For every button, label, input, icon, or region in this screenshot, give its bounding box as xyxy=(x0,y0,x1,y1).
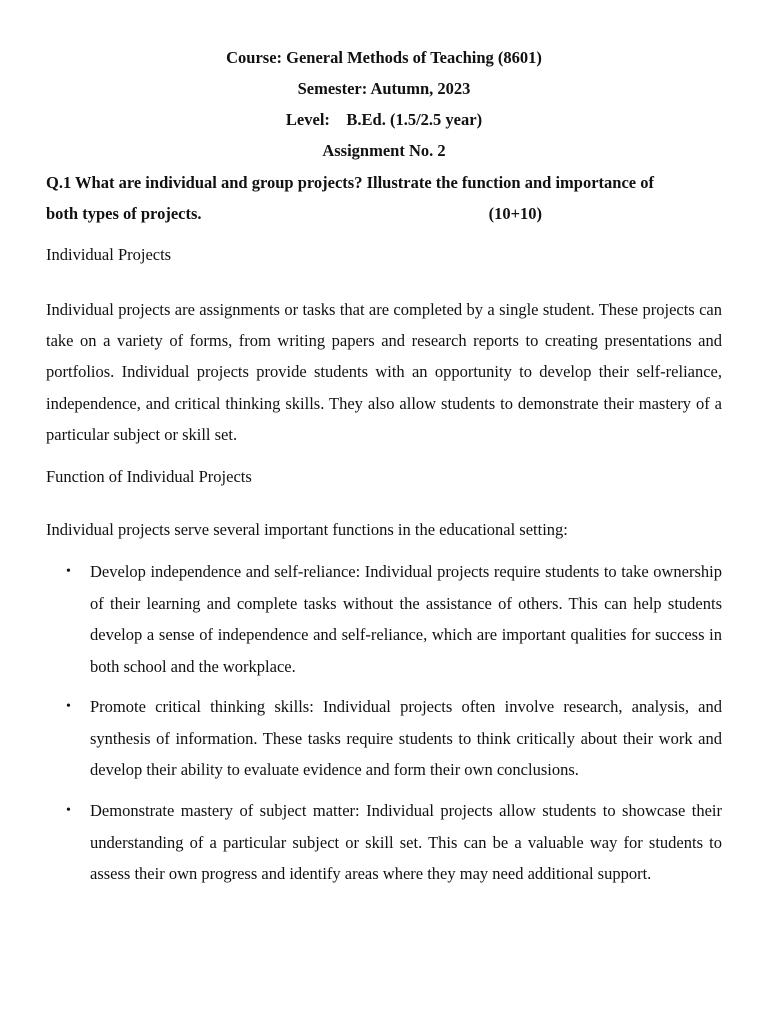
section-heading-function: Function of Individual Projects xyxy=(46,467,252,486)
assignment-number: Assignment No. 2 xyxy=(322,141,446,160)
course-title: Course: General Methods of Teaching (8601) xyxy=(226,48,542,67)
question-line-1 xyxy=(46,167,722,198)
question-line-2 xyxy=(46,198,722,229)
semester-line: Semester: Autumn, 2023 xyxy=(297,79,471,98)
function-intro-paragraph: Individual projects serve several important functions in the educational setting: xyxy=(46,520,568,539)
bullet-icon: • xyxy=(66,564,71,579)
question-text-line-1: Q.1 What are individual and group projects? Illustrate the function and importance of xyxy=(46,173,654,192)
bullet-icon: • xyxy=(66,803,71,818)
individual-projects-paragraph: Individual projects are assignments or tasks that are completed by a single student. These projects can take on a variety of forms, from writing papers and research reports to creating presentations and portfolios. Individual projects provide students with an opportunity to develop their self-reliance, independence, and critical thinking skills. They also allow students to demonstrate their mastery of a particular subject or skill set. xyxy=(46,300,722,444)
list-item-text: Promote critical thinking skills: Individual projects often involve research, analysis, and synthesis of information. These tasks require students to think critically about their work and develop their ability to evaluate evidence and form their own conclusions. xyxy=(90,697,722,780)
question-text-line-2: both types of projects. xyxy=(46,204,202,223)
question-1 xyxy=(46,167,722,229)
question-marks: (10+10) xyxy=(488,204,542,223)
list-item-text: Develop independence and self-reliance: Individual projects require students to take ownership of their learning and complete tasks without the assistance of others. This can help students develop a sense of independence and self-reliance, which are important qualities for success in both school and the workplace. xyxy=(90,562,722,676)
level-line: Level: B.Ed. (1.5/2.5 year) xyxy=(285,110,483,129)
section-heading-individual-projects: Individual Projects xyxy=(46,245,172,264)
bullet-icon: • xyxy=(66,699,71,714)
list-item-text: Demonstrate mastery of subject matter: Individual projects allow students to showcase their understanding of a particular subject or skill set. This can be a valuable way for students to assess their own progress and identify areas where they may need additional support. xyxy=(90,801,722,884)
